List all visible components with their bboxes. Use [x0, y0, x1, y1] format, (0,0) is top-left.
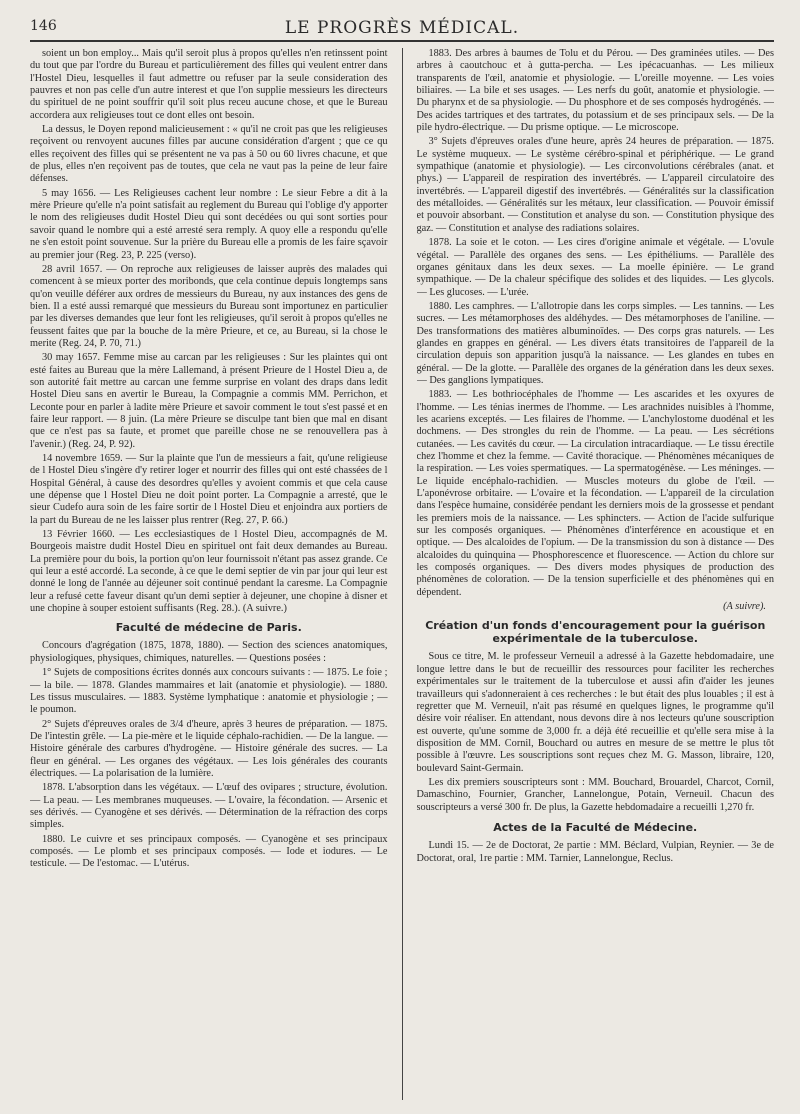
paragraph: Concours d'agrégation (1875, 1878, 1880). — Section des sciences anatomiques, physiologiques, physiques, chimiques, naturelles. — Questions posées :	[30, 640, 388, 664]
paragraph: 3° Sujets d'épreuves orales d'une heure, après 24 heures de préparation. — 1875. Le système muqueux. — Le système cérébro-spinal et périphérique. — Le grand sympathique (anatomie et physiologie). — Les circonvolutions cérébrales (anat. et phys.) — L'appareil de respiration des invertébrés. — L'appareil circulatoire des invertébrés. — L'appareil digestif des invertébrés. — Généralités sur la classification des métalloides. — Généralités sur les métaux, leur classification. — Pouvoir émissif et pouvoir absorbant. — Constitution et analyse du son. — Constitution physique des gaz. — Constitution et analyse des radiations solaires.	[416, 136, 774, 234]
paragraph: 2° Sujets d'épreuves orales de 3/4 d'heure, après 3 heures de préparation. — 1875. De l'intestin grêle. — La pie-mère et le liquide céphalo-rachidien. — De la langue. — Histoire générale des carbures d'hydrogène. — Histoire générale des sucres. — La fleur en général. — Les organes des végétaux. — Les lois générales des courants électriques. — La polarisation de la lumière.	[30, 718, 388, 779]
paragraph: 1880. Les camphres. — L'allotropie dans les corps simples. — Les tannins. — Les sucres. — Les métamorphoses des aldéhydes. — Des métamorphoses de l'aniline. — Des transformations des matières albuminoïdes. — Des corps gras naturels. — Les glandes en grappes en général. — Les divers états transitoires de l'appareil de la circulation depuis son apparition jusqu'à la naissance. — Les glandes en tubes en général. — De la glotte. — Parallèle des organes de la génération dans les deux sexes. — Des ganglions lympatiques.	[416, 300, 774, 386]
journal-title: LE PROGRÈS MÉDICAL.	[284, 18, 520, 38]
paragraph: 1880. Le cuivre et ses principaux composés. — Cyanogène et ses principaux composés. — Le plomb et ses principaux composés. — Iode et iodures. — Le testicule. — De l'estomac. — L'utérus.	[30, 833, 388, 870]
right-column	[417, 48, 775, 1100]
paragraph: 1878. La soie et le coton. — Les cires d'origine animale et végétale. — L'ovule végétal. — Parallèle des organes des sens. — Les épithéliums. — Parallèle des organes génitaux dans les deux sexes. — La moelle épinière. — Le grand sympathique. — De la chaleur spécifique des solides et des liquides. — Les glycols. — Les glucoses. — L'urée.	[416, 237, 774, 298]
subsection-heading: Actes de la Faculté de Médecine.	[493, 820, 698, 834]
paragraph: 30 may 1657. Femme mise au carcan par les religieuses : Sur les plaintes qui ont esté faites au Bureau que la mère Lallemand, à présent Prieure de l Hostel Dieu a, de son autorité fait mettre au carcan une femme surprise en volant des draps dans ledit Hostel Dieu sans en avertir le Bureau, la Compagnie a commis MM. Perrichon, et Leconte pour en parler à ladite mère Prieure et savoir comment le tout s'est passé et en faire leur rapport. — 8 juin. (La mère Prieure se disculpe tant bien que mal en disant que ce n'est pas sa faute, et promet que pareille chose ne se renouvellera pas à l'avenir.) (Reg. 24, P. 92).	[30, 352, 388, 450]
section-heading: Création d'un fonds d'encouragement pour la guérison expérimentale de la tuberculose.	[425, 619, 766, 646]
paragraph: 14 novembre 1659. — Sur la plainte que l'un de messieurs a fait, qu'une religieuse de l Hostel Dieu s'ingère d'y retirer loger et nourrir des filles qui ont esté chassées de l Hospital Général, à cause des desordres qu'elles y avoient commis et que cela cause une dépense que l Hostel Dieu ne doit point porter. La Compagnie a arresté, que le sieur Cudefo aura soin de les faire sortir de l Hostel Dieu et enjoindra aux portiers de la part du Bureau de ne les laisser plus rentrer (Reg. 27, P. 66.)	[30, 453, 388, 526]
continuation-note: (A suivre).	[723, 601, 766, 613]
left-column	[30, 48, 388, 1100]
paragraph: 1878. L'absorption dans les végétaux. — L'œuf des ovipares ; structure, évolution. — La peau. — Les membranes muqueuses. — L'ovaire, la fécondation. — Arsenic et ses dérivés. — Cyanogène et ses dérivés. — Détermination de la réfraction des corps simples.	[30, 782, 388, 831]
paragraph: Sous ce titre, M. le professeur Verneuil a adressé à la Gazette hebdomadaire, une longue lettre dans le but de recueillir des ressources pour faciliter les recherches expérimentales sur le traitement de la tuberculose et aussi afin d'aider les jeunes travailleurs qui s'adonneraient à ces recherches : le but était des plus louables ; il est à regretter que M. Verneuil, n'ait pas résumé en quelques lignes, le programme qu'il désire voir réaliser. En attendant, nous devons dire à nos lecteurs qu'une souscription est ouverte, qu'une somme de 3,000 fr. a déjà été recueillie et qu'elle sera mise à la disposition de MM. Cornil, Bouchard ou autres en mesure de se mettre le plus tôt possible à l'œuvre. Les souscriptions sont reçues chez M. G. Masson, libraire, 120, boulevard Saint-Germain.	[416, 651, 774, 774]
paragraph: 1883. Des arbres à baumes de Tolu et du Pérou. — Des graminées utiles. — Des arbres à caoutchouc et à gutta-percha. — Les ipécacuanhas. — Les milieux transparents de l'œil, anatomie et physiologie. — L'oreille moyenne. — Les voies biliaires. — La bile et ses usages. — Les nerfs du goût, anatomie et physiologie. — Du pharynx et de sa physiologie. — Du phosphore et de ses composés hydrogénés. — Des acides tartriques et des tartrates, du potassium et de ses principaux sels. — De la pile hydro-électrique. — Du prisme optique. — Le microscope.	[416, 48, 774, 134]
paragraph: 13 Février 1660. — Les ecclesiastiques de l Hostel Dieu, accompagnés de M. Bourgeois maistre dudit Hostel Dieu en spirituel ont fait deux demandes au Bureau. La première pour du bois, la portion qu'on leur fournissoit n'étant pas assez grande. Ce qui leur a esté accordé. La seconde, à ce que le demi septier de vin par jour qui leur est donné le long de l'année au déjeuner soit continué pendant la caresme. La Compagnie leur a refusé cette faveur disant qu'un demi septier à dejeuner, une chopine à disner et une chopine à souper estoient suffisants (Reg. 28.). (A suivre.)	[30, 529, 388, 615]
section-heading: Faculté de médecine de Paris.	[115, 621, 302, 635]
page-header	[30, 14, 774, 42]
paragraph: 1883. — Les bothriocéphales de l'homme — Les ascarides et les oxyures de l'homme. — Les ténias inermes de l'homme. — Les arachnides nuisibles à l'homme, les acariens exceptés. — Les filaires de l'homme. — L'anchylostome duodénal et les dochmens. — Des strongles du rein de l'homme. — La peau. — Les sécrétions cutanées. — Les cavités du cœur. — La circulation intracardiaque. — Le tissu érectile chez l'homme et chez la femme. — Cavité thoracique. — Phénomènes mécaniques de la respiration. — Les voies spermatiques. — La spermatogénèse. — Les méninges. — Le liquide encéphalo-rachidien. — Muscles moteurs du globe de l'œil. — L'aponévrose orbitaire. — L'ovaire et la fécondation. — L'appareil de la circulation dans l'espèce humaine, considérée pendant les derniers mois de la grossesse et pendant les premiers mois de la naissance. — Les sphincters. — Action de l'acide sulfurique sur les composés organiques. — Phénomènes d'interférence en acoustique et en optique. — Des alcaloides de l'opium. — De la transmission du son à distance — Des alcaloides du quinquina — Phosphorescence et fluorescence. — Action du chlore sur les composés organiques. — Des divers modes physiques de production des phénomènes de coloration. — De la tension superficielle et des phénomènes qui en dépendent.	[416, 389, 774, 598]
paragraph: 28 avril 1657. — On reproche aux religieuses de laisser auprès des malades qui comencent à se mieux porter des moribonds, que cela continue depuis longtemps sans qu'on veuille déférer aux ordres de messieurs du Bureau, ny aux instances des gens de bien. Il a esté aussi remarqué que messieurs du Bureau sont importunez en particulier par les diverses demandes que leur font les religieuses, qu'il seroit à propos qu'elles ne feussent faites que par la bouche de la mère Prieure, et ce, au Bureau, si la chose le merite (Reg. 24, P. 70, 71.)	[30, 263, 388, 349]
paragraph: 5 may 1656. — Les Religieuses cachent leur nombre : Le sieur Febre a dit à la mère Prieure qu'elle n'a point satisfait au reglement du Bureau qui l'oblige d'y apporter le nom des religieuses dudit Hostel Dieu qui sont decédées ou qui sont sorties pour savoir quand le nombre qui a esté arresté sera remply. A quoy elle a respondu qu'elle ne s'en estoit point souvenue. Sur la prière du Bureau elle a promis de les faire sçavoir au premier jour (Reg. 23, P. 225 (verso).	[30, 187, 388, 261]
page-number: 146	[30, 18, 57, 34]
paragraph: Les dix premiers souscripteurs sont : MM. Bouchard, Brouardel, Charcot, Cornil, Damaschino, Fournier, Grancher, Lannelongue, Potain, Verneuil. Chacun des souscripteurs a versé 300 fr. De plus, la Gazette hebdomadaire a recueilli 1,270 fr.	[416, 776, 774, 813]
paragraph: soient un bon employ... Mais qu'il seroit plus à propos qu'elles n'en retinssent point du tout que par l'ordre du Bureau et particulièrement des filles qui veulent entrer dans l'Hostel Dieu, lesquelles il faut admettre ou refuser par la seule consideration des pauvres et non pas celle d'un autre interest et que l'on supplie messieurs les directeurs du spirituel de ne point souffrir qu'il soit plus receu aucune chose, et que le Bureau accordera aux religieuses tout ce dont elles ont besoin.	[30, 48, 388, 121]
text-columns	[30, 48, 774, 1100]
paragraph: Lundi 15. — 2e de Doctorat, 2e partie : MM. Béclard, Vulpian, Reynier. — 3e de Doctorat, oral, 1re partie : MM. Tarnier, Lannelongue, Reclus.	[416, 840, 774, 864]
column-divider	[402, 48, 403, 1100]
paragraph: 1° Sujets de compositions écrites donnés aux concours suivants : — 1875. Le foie ; — la bile. — 1878. Glandes mammaires et lait (anatomie et physiologie). — 1880. Les tissus musculaires. — 1883. Système lymphatique : anatomie et physiologie ; — le poumon.	[30, 667, 388, 716]
paragraph: La dessus, le Doyen repond malicieusement : « qu'il ne croit pas que les religieuses reçoivent ou renvoyent aucunes filles par aucune considération d'argent ; que ce qu elles reçoivent des filles qui se présentent ne va pas à 50 ou 60 livres chacune, et que de plus, elles n'en reçoivent pas de toutes, que cela ne vaut pas la peine de leur faire défenses.	[30, 124, 388, 185]
